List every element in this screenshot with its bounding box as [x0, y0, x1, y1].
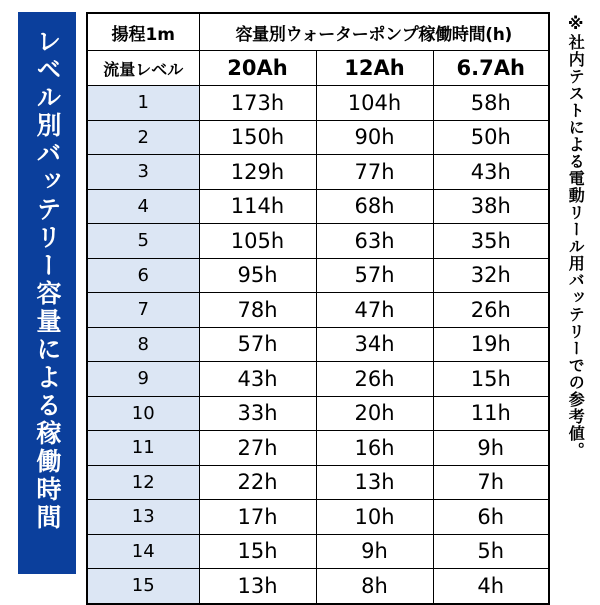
cell-20ah: 129h	[199, 155, 316, 190]
table-row	[87, 327, 549, 362]
cell-12ah: 8h	[316, 569, 433, 604]
table-header-row-2	[87, 51, 549, 86]
operating-time-table	[86, 12, 550, 605]
table-row	[87, 224, 549, 259]
cell-12ah: 57h	[316, 258, 433, 293]
cell-6.7ah: 43h	[433, 155, 549, 190]
cell-level: 9	[87, 362, 199, 397]
table-row	[87, 569, 549, 604]
cell-12ah: 47h	[316, 293, 433, 328]
cell-6.7ah: 7h	[433, 465, 549, 500]
cell-20ah: 33h	[199, 396, 316, 431]
cell-level: 5	[87, 224, 199, 259]
table-row	[87, 431, 549, 466]
header-12ah: 12Ah	[316, 51, 433, 86]
cell-level: 7	[87, 293, 199, 328]
cell-12ah: 10h	[316, 500, 433, 535]
header-capacity-span: 容量別ウォーターポンプ稼働時間(h)	[199, 13, 549, 51]
cell-6.7ah: 38h	[433, 189, 549, 224]
cell-12ah: 77h	[316, 155, 433, 190]
cell-6.7ah: 58h	[433, 86, 549, 121]
cell-level: 12	[87, 465, 199, 500]
cell-level: 15	[87, 569, 199, 604]
table-row	[87, 258, 549, 293]
cell-12ah: 63h	[316, 224, 433, 259]
cell-level: 1	[87, 86, 199, 121]
cell-20ah: 17h	[199, 500, 316, 535]
cell-20ah: 150h	[199, 120, 316, 155]
cell-20ah: 78h	[199, 293, 316, 328]
cell-6.7ah: 9h	[433, 431, 549, 466]
cell-level: 10	[87, 396, 199, 431]
cell-6.7ah: 19h	[433, 327, 549, 362]
cell-20ah: 114h	[199, 189, 316, 224]
cell-20ah: 57h	[199, 327, 316, 362]
cell-20ah: 22h	[199, 465, 316, 500]
cell-6.7ah: 50h	[433, 120, 549, 155]
table-row	[87, 120, 549, 155]
table-row	[87, 362, 549, 397]
cell-6.7ah: 32h	[433, 258, 549, 293]
cell-20ah: 15h	[199, 534, 316, 569]
cell-6.7ah: 11h	[433, 396, 549, 431]
cell-6.7ah: 4h	[433, 569, 549, 604]
table-row	[87, 534, 549, 569]
cell-level: 11	[87, 431, 199, 466]
side-banner	[18, 12, 76, 574]
cell-6.7ah: 15h	[433, 362, 549, 397]
header-6.7ah: 6.7Ah	[433, 51, 549, 86]
cell-12ah: 26h	[316, 362, 433, 397]
header-lift-height: 揚程1m	[87, 13, 199, 51]
cell-level: 13	[87, 500, 199, 535]
cell-level: 8	[87, 327, 199, 362]
table-row	[87, 500, 549, 535]
cell-20ah: 95h	[199, 258, 316, 293]
cell-12ah: 34h	[316, 327, 433, 362]
table-header-row-1	[87, 13, 549, 51]
cell-level: 14	[87, 534, 199, 569]
cell-20ah: 27h	[199, 431, 316, 466]
cell-12ah: 16h	[316, 431, 433, 466]
table-row	[87, 86, 549, 121]
table-row	[87, 293, 549, 328]
table-row	[87, 396, 549, 431]
header-20ah: 20Ah	[199, 51, 316, 86]
cell-level: 3	[87, 155, 199, 190]
side-note-text: ※社内テストによる電動リール用バッテリーでの参考値。	[566, 14, 586, 459]
table-body	[87, 86, 549, 604]
cell-6.7ah: 26h	[433, 293, 549, 328]
side-note	[560, 14, 590, 574]
cell-12ah: 68h	[316, 189, 433, 224]
cell-level: 4	[87, 189, 199, 224]
cell-level: 2	[87, 120, 199, 155]
side-banner-title: レベル別バッテリー容量による稼働時間	[33, 28, 62, 532]
table-row	[87, 189, 549, 224]
cell-6.7ah: 6h	[433, 500, 549, 535]
table-head	[87, 13, 549, 86]
cell-12ah: 13h	[316, 465, 433, 500]
cell-level: 6	[87, 258, 199, 293]
cell-12ah: 20h	[316, 396, 433, 431]
cell-20ah: 105h	[199, 224, 316, 259]
cell-20ah: 43h	[199, 362, 316, 397]
cell-12ah: 104h	[316, 86, 433, 121]
cell-20ah: 13h	[199, 569, 316, 604]
table-row	[87, 465, 549, 500]
header-flow-level: 流量レベル	[87, 51, 199, 86]
spec-table-container	[86, 12, 548, 605]
cell-20ah: 173h	[199, 86, 316, 121]
cell-12ah: 9h	[316, 534, 433, 569]
cell-6.7ah: 35h	[433, 224, 549, 259]
table-row	[87, 155, 549, 190]
cell-6.7ah: 5h	[433, 534, 549, 569]
cell-12ah: 90h	[316, 120, 433, 155]
